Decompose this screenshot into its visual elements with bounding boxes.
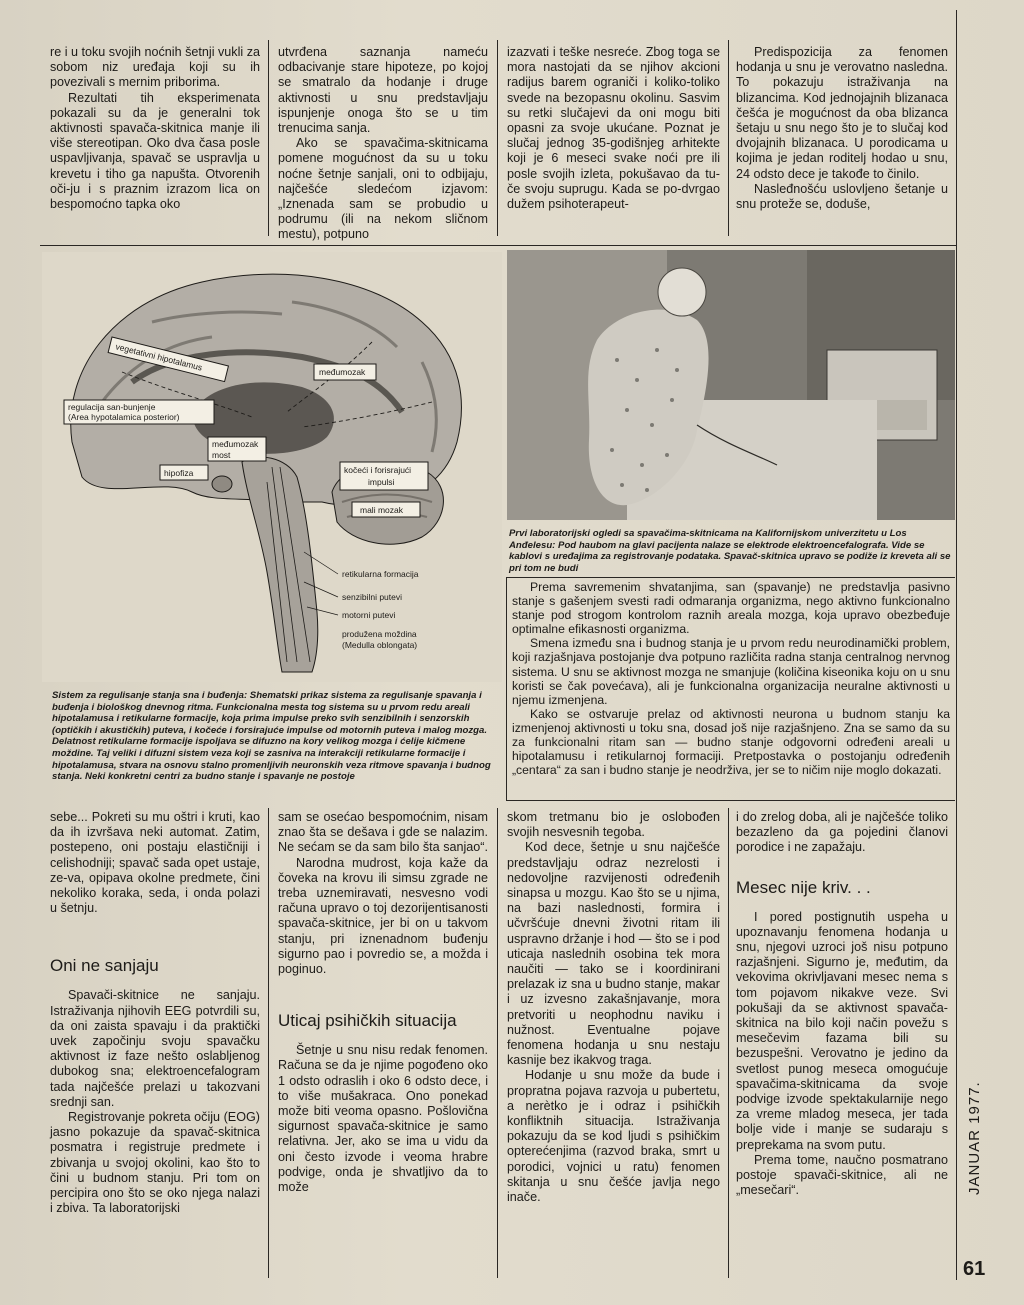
bottom-column-4 — [736, 810, 948, 1198]
section-heading-mesec: Mesec nije kriv. . . — [736, 877, 871, 897]
page-number: 61 — [963, 1258, 986, 1280]
top-column-4 — [736, 45, 948, 212]
issue-date: JANUAR 1977. — [966, 1081, 983, 1195]
paragraph: Kod dece, šetnje u snu najčešće predstavljaju odraz nezrelosti i nedovoljne razvijenosti određenih sinapsa u mozgu. Kao što se u njima, na bazi naslednosti, formira i učvršćuje dnevni životni ritam ili uspravno držanje i hod — što se i pod uticaja naslednih osobina tek mora naučiti — tako se i koordinirani prelazak iz sna u budno stanje, makar i uz izvesno zakašnjavanje, mora pretvoriti u neophodnu naviku i nužnost. Eventualne pojave fenomena hodanja u snu nestaju kasnije bez ikakvog traga. — [507, 840, 720, 1068]
top-column-2 — [278, 45, 488, 243]
label-sleep-wake-regulation: regulacija san-bunjenje — [68, 402, 156, 412]
column-rule — [728, 808, 729, 1278]
paragraph: sam se osećao bespomoćnim, nisam znao šta se dešava i gde se nalazim. Ne sećam se da sam bilo šta sanjao“. — [278, 810, 488, 855]
column-rule — [956, 10, 957, 1280]
label-vegetative-hypothalamus: vegetativni hipotalamus — [114, 341, 204, 373]
top-column-3 — [507, 45, 720, 212]
paragraph: Spavači-skitnice ne sanjaju. Istraživanja njihovih EEG potvrdili su, da oni zaista spavaju i da praktički uvek započinju svoju spavačku aktivnost iz faze nešto oslabljenog dubokog sna; elektroencefalogram tada najčešće prelazi u takozvani srednji san. — [50, 988, 260, 1109]
paragraph: Nasleđnošću uslovljeno šetanje u snu protеže se, doduše, — [736, 181, 948, 212]
label-diencephalon-mid: međumozak — [212, 439, 259, 449]
label-motor-pathways: motorni putevi — [342, 610, 396, 620]
paragraph: sebe... Pokreti su mu oštri i kruti, kao da ih izvršava neki automat. Zatim, postepeno, oni postaju elastičniji i celishodniji; spavač sada opet ustaje, ze-va, opipava okolne predmete, čini nekoliko koraka, seda, i onda polazi u šetnju. — [50, 810, 260, 916]
bottom-column-2 — [278, 810, 488, 1195]
issue-date-margin — [958, 1010, 998, 1230]
label-area-hypothalamica: (Area hypotalamica posterior) — [68, 412, 180, 422]
section-rule — [40, 245, 956, 246]
paragraph: Kako se ostvaruje prelaz od aktivnosti neurona u budnom stanju ka izmenjenoj aktivnosti u toku sna, dosad još nije razjašnjeno. Zna se samo da su za funkcionalni ritam san — budno stanje odgovorni određeni areali u hipotalamusu i retikularnoj formaciji. Pretpostavka o postojanju određenih „centara“ za san i budno stanje je neodrživa, jer se to ničim nije moglo dokazati. — [512, 706, 950, 778]
column-rule — [268, 808, 269, 1278]
paragraph: Registrovanje pokreta očiju (EOG) jasno pokazuje da spavač-skitnica posmatra i registruje predmete i zbivanja u svojoj okolini, kao što to čini u budnom stanju. Pri tom on percipira ono što se oko njega nalazi i zbiva. Ta laboratorijski — [50, 1110, 260, 1216]
section-heading-uticaj: Uticaj psihičkih situacija — [278, 1011, 457, 1031]
paragraph: utvrđena saznanja nameću odbacivanje stare hipoteze, po kojoj se smatralo da hodanje i druge aktivnosti u snu predstavljaju ispunjenje onoga što se u tim trenucima sanja. — [278, 45, 488, 136]
paragraph: Prema savremenim shvatanjima, san (spavanje) ne predstavlja pasivno stanje s gašenjem svesti radi odmaranja organizma, nego aktivno funkcionalno stanje pod strogom kontrolom raznih areala mozga, koja upravo obezbeđuje optimalne efikasnosti organizma. — [512, 580, 950, 637]
column-rule — [728, 40, 729, 236]
label-pons: most — [212, 450, 231, 460]
label-impulses: impulsi — [368, 477, 395, 487]
paragraph: re i u toku svojih noćnih šetnji vukli za sobom niz uređaja koji su ih povezivali s mernim priborima. — [50, 45, 260, 90]
section-heading-oni-ne-sanjaju: Oni ne sanjaju — [50, 956, 159, 976]
label-inhibitory-impulses: kočeći i forisrajući — [344, 465, 412, 475]
paragraph: Hodanje u snu može da bude i propratna pojava razvoja u pubertetu, a nerètko je i odraz i psihičkih konfliktnih situacija. Istraživanja pokazuju da se kod ljudi s psihičkim opterećenjima (razvod braka, smrt u porodici, vojnici u ratu) fenomen skitanja u snu češće javlja nego inače. — [507, 1068, 720, 1205]
top-column-1 — [50, 45, 260, 212]
paragraph: skom tretmanu bio je oslobođen svojih nesvesnih tegoba. — [507, 810, 720, 840]
paragraph: izazvati i teške nesreće. Zbog toga se mora nastojati da se njihov akcioni radijus barem ograniči i koliko-toliko svede na bezopasnu okolinu. Sasvim su retki slučajevi da oni mogu biti opasni za svoje ukućane. Poznat je slučaj jednog 35-godišnjeg arhitekte koji je 6 meseci svake noći pre ili posle svojih izleta, pokušavao da tu-če svoju suprugu. Kada se po-dvrgao dužem psihoterapeut- — [507, 45, 720, 212]
brain-diagram — [42, 252, 502, 682]
info-box-text — [512, 580, 950, 777]
paragraph: Ako se spavačima-skitnicama pomene mogućnost da su u toku noćne šetnje sanjali, oni to odbijaju, najčešće sledećom izjavom: „Iznenada sam se probudio u podrumu (ili na nekom sličnom mestu), potpuno — [278, 136, 488, 242]
paragraph: I pored postignutih uspeha u upoznavanju fenomena hodanja u snu, njegovi uzroci još nisu potpuno razjašnjeni. Sigurno je, međutim, da vekovima okrivljavani mesec nema s tom pojavom nikakve veze. Svi pokušaji da se aktivnost spavača-skitnica na bilo koji način povežu s mesečevim fazama bili su bezuspešni. Verovatno je jedino da svetlost punog meseca omogućuje spavačima-skitnicama da svoje podvige izvode spektakularnije nego za vreme mladog meseca, jer tada bolje vide i manje se sudaraju s preprekama na svom putu. — [736, 909, 948, 1152]
column-rule — [497, 40, 498, 236]
paragraph: Narodna mudrost, koja kaže da čoveka na krovu ili simsu zgrade ne treba uznemiravati, nesvesno vodi računa upravo o toj dezorijentisanosti spavača-skitnice, jer bi on u takvom stanju, pri iznenadnom buđenju sigurno pao i povredio se, a možda i poginuo. — [278, 855, 488, 977]
paragraph: i do zrelog doba, ali je najčešće toliko bezazleno da ga pojedini članovi porodice i ne zapažaju. — [736, 810, 948, 855]
paragraph: Rezultati tih eksperimenata pokazali su da je generalni tok aktivnosti spavača-skitnica manje ili više stereotipan. Oko dva časa posle uspavljivanja, spavač se uspravlja u krevetu i tiho ga napušta. Otvorenih oči-ju i s praznim izrazom lica on bespomoćno tapka oko — [50, 90, 260, 212]
bottom-column-3 — [507, 810, 720, 1205]
diagram-caption: Sistem za regulisanje stanja sna i buđenja: Shematski prikaz sistema za regulisanje spavanja i buđenja i biološkog dnevnog ritma. Funkcionalna mesta tog sistema su u prvom redu areali hipotalamusa i retikularne formacije, koja prima impulse preko svih senzibilnih i senzorskih (optičkih i akustičkih) puteva, i kočeće i forsirajuće impulse od motornih puteva i malog mozga. Delatnost retikularne formacije ispoljava se difuzno na korу velikog mozga i ćelije kičmene moždine. Taj veliki i difuzni sistem veza koji se zasniva na interakciji retikularne formacije i hipotalamusa, stvara na osnovu stalno promenljivih neuronskih veza ritmove spavanja i budnog stanja. Neki konkretni centri za budno stanje i spavanje ne postoje — [52, 690, 491, 783]
label-diencephalon-top: međumozak — [319, 367, 366, 377]
sleepwalker-photo — [507, 250, 955, 520]
bottom-column-1 — [50, 810, 260, 1216]
column-rule — [497, 808, 498, 1278]
paragraph: Predispozicija za fenomen hodanja u snu je verovatno nasledna. To pokazuju istraživanja na blizancima. Kod jednojajnih blizanaca češća je mogućnost da oba blizanca šetaju u snu nego što je to slučaj kod dvojajnih blizanaca. U porodicama u kojima je jedan roditelj hodao u snu, 24 odsto dece je takođe to činilo. — [736, 45, 948, 181]
paragraph: Šetnje u snu nisu redak fenomen. Računa se da je njime pogođeno oko 1 odsto odraslih i oko 6 odsto dece, i to više mušakraca. Ono ponekad može biti veoma opasno. Pošlovična sigurnost spavača-skitnice je samo relativna. Jer, ako se ima u vidu da oni često izvode i veoma hrabre podvige, onda je shvatljivo da to može — [278, 1043, 488, 1195]
photo-illustration — [507, 250, 955, 520]
paragraph: Prema tome, naučno posmatrano postoje spavači-skitnice, ali ne „mesečari“. — [736, 1152, 948, 1198]
label-medulla-latin: (Medulla oblongata) — [342, 640, 418, 650]
label-cerebellum: mali mozak — [360, 505, 403, 515]
paragraph: Smena između sna i budnog stanja je u prvom redu neurodinamički problem, koji razjašnjava postojanje dva potpuno različita radna stanja centralnog nervnog sistema. U snu se aktivnost mozga ne smanjuje (količina kiseonika koju on u snu koristi se čak povećava), ali je funkcionalna organizacija neuralne aktivnosti u njemu izmenjena. — [512, 636, 950, 707]
column-rule — [268, 40, 269, 236]
label-medulla: produžena moždina — [342, 629, 417, 639]
label-reticular-formation: retikularna formacija — [342, 569, 419, 579]
photo-caption: Prvi laboratorijski ogledi sa spavačima-skitnicama na Kalifornijskom univerzitetu u Los Anđelesu: Pod haubom na glavi pacijenta nalaze se elektrode elektroencefalografa. Vide se kablovi s uređajima za registrovanje podataka. Spavač-skitnica upravo se podiže iz kreveta ali se pri tom ne budi — [509, 528, 951, 574]
label-pituitary: hipofiza — [164, 468, 194, 478]
label-sensory-pathways: senzibilni putevi — [342, 592, 403, 602]
